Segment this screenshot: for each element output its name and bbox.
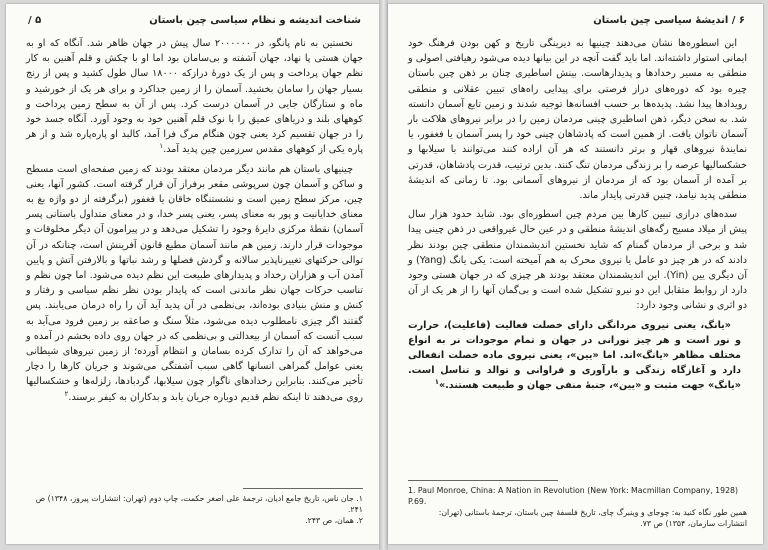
footnote: 1. Paul Monroe, China: A Nation in Revolution (New York: Macmillan Company, 1928) P.69. <box>408 486 739 506</box>
footnote: ۱. جان ناس، تاریخ جامع ادیان، ترجمهٔ علی اصغر حکمت، چاپ دوم (تهران: انتشارات پیروز، ۱۳۴۸) ص ۲۴۱. <box>35 494 363 514</box>
right-page-header <box>410 12 745 28</box>
right-page-header-title: ۶ / اندیشهٔ سیاسی چین باستان <box>593 14 745 26</box>
left-page-header <box>28 12 361 28</box>
left-page-header-title: شناخت اندیشه و نظام سیاسی چین باستان <box>149 14 361 26</box>
left-page <box>6 4 379 544</box>
quote-block: «یانگ، یعنی نیروی مردانگی دارای خصلت فعالیت (فاعلیت)، حرارت و نور است و هر چیز نورانی در جهان و تمام موجودات نر به انواع مختلف مظاهر «یانگ»اند. اما «یین»، یعنی نیروی ماده خصلت انفعالی دارد و آغازگاه زندگی و بارآوری و فراوانی و توالد و تناسل است. «یانگ» جهت مثبت و «یین»، جنبهٔ منفی جهان و طبیعت هستند.»$^۱$ <box>408 319 741 392</box>
footnote-mark: ۱ <box>159 142 164 151</box>
footnote-mark: ۱ <box>434 378 439 387</box>
right-paragraph: این اسطوره‌ها نشان می‌دهند چینیها به دیرینگی تاریخ و کهن بودن فرهنگ خود ایمانی استوار داشته‌اند. اما باید گفت آنچه در این بیانها دیده می‌شود رهیافتی اصولی و منطقی به مسیر رخدادها و پدیدارهاست. بینش اساطیری چنان بر ذهن چین باستان چیره بود که دوره‌های دراز فرصتی برای پیدایی راه‌های تبیین عقلانی و منطقی رویدادها پیدا نشد. پدیده‌ها بر حسب افسانه‌ها توجیه شدند و زمین تابع آسمان دانسته شد. به سخن دیگر، ذهن اساطیری چینی مردمان زمین را در برابر نیروهای هلاکت بار آسمان ناتوان یافت. از همین است که پادشاهان چینی خود را پسر آسمان یا فغفور، یا نمایندهٔ نیروهای قهار و برتر دانستند که هر آن اراده کنند می‌توانند با سیلابها و خشکسالیها عرصه را بر زندگی مردمان تنگ کنند. بدین ترتیب، قدرت پادشاهان، قدرتی بر آمده از آسمان بود که از مردمان از نیروهای آسمانی بود. تا زمانی که اندیشهٔ منطقی پدید نیامد، چنین قدرتی پایدار ماند. <box>408 38 747 202</box>
right-paragraph: سده‌های درازی تبیین کارها بین مردم چین اسطوره‌ای بود. شاید حدود هزار سال پیش از میلاد مسیح رگه‌های اندیشهٔ منطقی و در عین حال غیرواقعی در ذهن چینی پیدا شد و برخی از مردمان گمنام که شاید نخستین اندیشمندان منطقی چین بودند نظر دادند که در هر چیز دو عامل یا نیروی محرک به هم آمیخته است: یکی یانگ (Yang) و آن دیگری یین (Yin). این اندیشمندان معتقد بودند هر چیزی که در جهان هستی وجود دارد از روابط متقابل این دو نیرو تشکیل شده است و بی‌گمان آنها را از هر یک از آن دو اثری و نشانی وجود دارد: <box>408 209 748 312</box>
left-paragraph: نخستین به نام پانگو، در ۲۰۰۰۰۰۰ سال پیش در جهان ظاهر شد. آنگاه که او به جهان هستی پا نهاد، جهان آشفته و بی‌سامان بود اما او با چکش و قلم آهنین به کار نظم جهان پرداخت و پس از یک دورهٔ درازکه ۱۸۰۰۰ سال طول کشید و پس از رنج بسیار جهان را سامان بخشید. آسمان را از زمین جداکرد و برای هر یک از خورشید و ماه و ستارگان جایی در آسمان درست کرد. پس از آن به سطح زمین پرداخت و کوههای بلند و دریاهای عمیق را با نوک قلم آهنین خود به وجود آورد. آنگاه جسد خود را در جهان تقسیم کرد یعنی چون هنگام مرگ فرا آمد، کالبد او پاره‌پاره شد و از هر پاره یکی از کوههای مقدس سرزمین چین پدید آمد.$^۱$ <box>26 38 364 156</box>
book-gutter <box>379 0 388 550</box>
right-page-footnotes <box>408 480 747 529</box>
left-paragraph: چینیهای باستان هم مانند دیگر مردمان معتقد بودند که زمین صفحه‌ای است مسطح و ساکن و آسمان چون سرپوشی مقعر برفراز آن قرار گرفته است. کشور آنها، یعنی چین، مرکز سطح زمین است و نشستنگاه خاقان یا فغفور (برگرفته از دو واژه بغ به معنای خدایانیت و پور به معنای پسر، یعنی پسر خدا، و در معنای متداول باستانی پسر آسمان) نقطهٔ مرکزی دایرهٔ وجود را تشکیل می‌دهد و در پیرامون آن دیگر مخلوقات و موجودات قرار دارند. زمین هم مانند آسمان مطیع قانون آفرینش است، چنانکه در آن توالی حرکتهای تغییرناپذیر سالانه و گردش فصلها و رشد نباتها و بالارفتن آتش و پایین آمدن آب و هزاران رخداد و پدیدارهای طبیعت این نظم دیده می‌شود. اما چون نظم و تناسب حرکات جهان نظر ماندنی است که پایدار بودن نظر نظم سیاسی و رفتار و کنش و منش بنیادی بوده‌اند، بی‌نظمی در آن پدید آید آن را راه درمان می‌یابند. پس گفتند اگر چیزی نامطلوب دیده می‌شود، مثلاً سنگ و صاعقه بر زمین فرود می‌آید به سبب آنست که آسمان از بیعدالتی و بی‌نظمی که در جهان روی داده بخشم در آمده و می‌خواهد که آن را تدارک کرده بسامان و انتظام آورده؛ از زمین نیروهای شیطانی یعنی عوامل گمراهی انسانها گاهی سبب آشفتگی می‌شوند و جریان کارها را دچار تأخیر می‌کنند. بنابراین رخدادهای ناگوار چون سیلابها، گردبادها، زلزله‌ها و خشکسالیها روی می‌دهند تا اینکه نظم قدیم دوباره جریان یابد و بدکاران به کیفر برسند.$^۲$ <box>26 163 363 403</box>
left-page-body <box>26 36 363 409</box>
left-page-number: ۵ / <box>28 14 42 26</box>
footnote-mark: ۲ <box>64 389 69 398</box>
left-page-footnotes <box>26 488 363 526</box>
footnote: همین طور نگاه کنید به: چوجای و وینبرگ چای، تاریخ فلسفهٔ چین باستان، ترجمهٔ باستانی (تهران: انتشارات سازمان، ۱۳۵۴) ص ۷۳. <box>438 508 747 528</box>
right-page-body <box>408 36 747 398</box>
footnote: ۲. همان، ص ۲۴۳. <box>305 516 363 525</box>
footnote-rule <box>243 488 363 489</box>
right-page <box>388 4 763 544</box>
footnote-rule <box>408 480 558 481</box>
